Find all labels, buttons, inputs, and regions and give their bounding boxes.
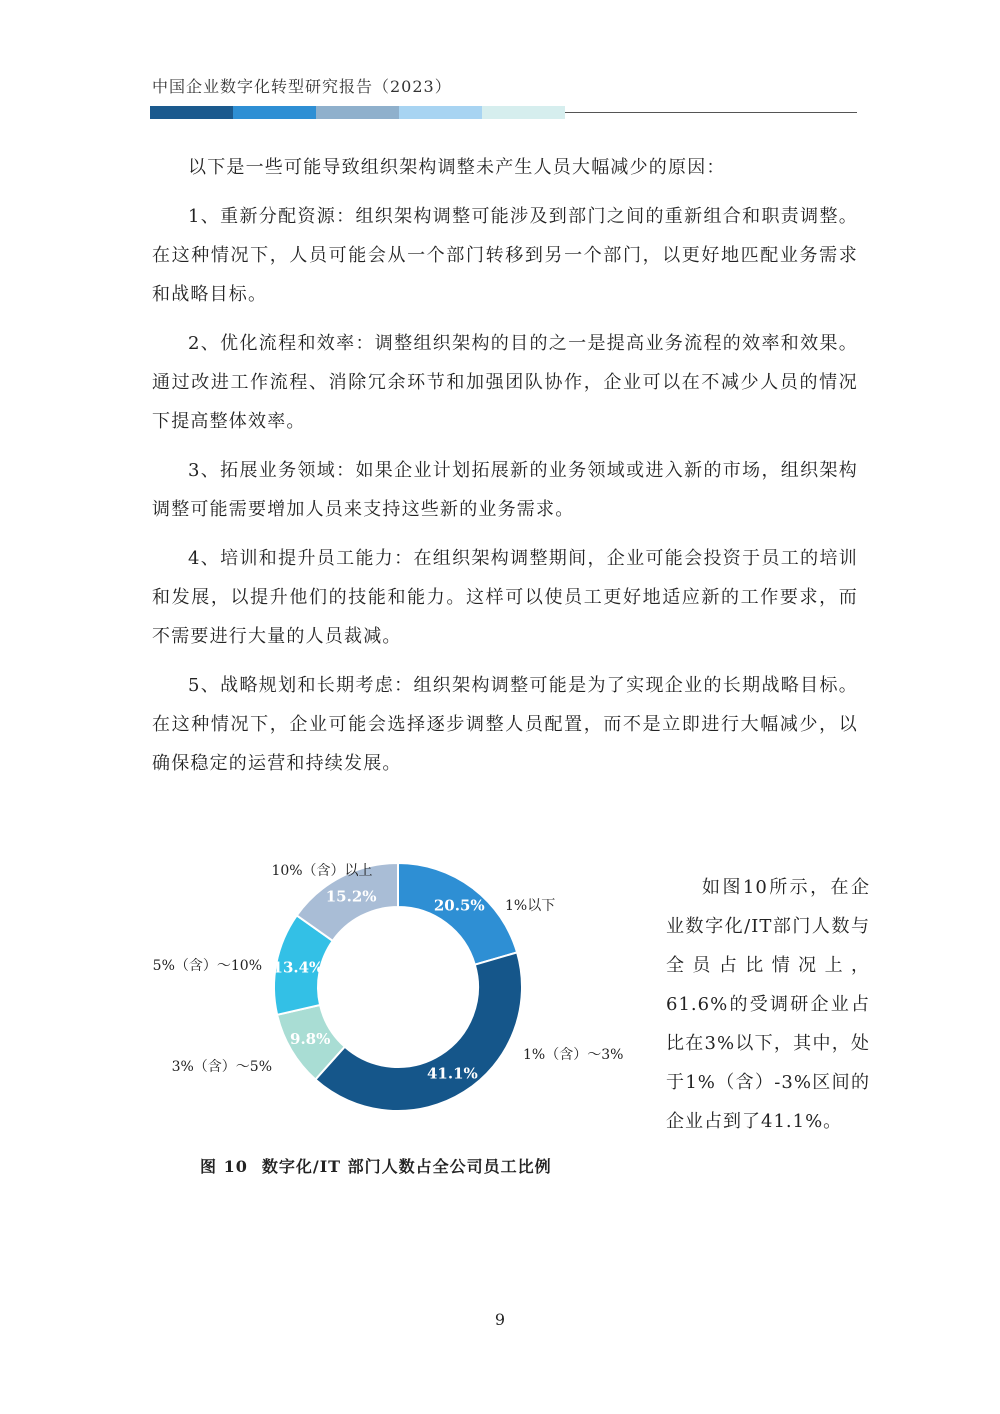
donut-value-label: 20.5% [433,896,485,915]
donut-chart [140,850,660,1140]
donut-chart-svg [140,850,660,1140]
chart-description: 如图10所示，在企业数字化/IT部门人数与全员占比情况上，61.6%的受调研企业占比在3%以下，其中，处于1%（含）-3%区间的企业占到了41.1%。 [666,877,870,1132]
intro-paragraph: 以下是一些可能导致组织架构调整未产生人员大幅减少的原因： [188,157,726,178]
header-rule [565,112,857,113]
reason-paragraph-1: 1、重新分配资源：组织架构调整可能涉及到部门之间的重新组合和职责调整。在这种情况下，人员可能会从一个部门转移到另一个部门，以更好地匹配业务需求和战略目标。 [152,206,858,305]
donut-category-label: 5%（含）～10% [152,958,262,974]
body-text [152,148,858,793]
donut-category-label: 1%（含）～3% [523,1047,624,1063]
page-number: 9 [494,1310,506,1329]
figure-title: 数字化/IT 部门人数占全公司员工比例 [261,1157,552,1176]
donut-value-label: 9.8% [290,1029,331,1048]
donut-category-label: 1%以下 [505,898,556,914]
reason-paragraph-2: 2、优化流程和效率：调整组织架构的目的之一是提高业务流程的效率和效果。通过改进工作流程、消除冗余环节和加强团队协作，企业可以在不减少人员的情况下提高整体效率。 [152,333,858,432]
figure-number: 图 10 [200,1157,248,1176]
donut-slice [315,952,522,1111]
donut-value-label: 13.4% [272,958,324,977]
donut-value-label: 41.1% [426,1064,478,1083]
report-header-title: 中国企业数字化转型研究报告（2023） [152,77,452,96]
header-bar-segment [399,106,482,119]
donut-category-label: 10%（含）以上 [271,863,373,879]
reason-paragraph-4: 4、培训和提升员工能力：在组织架构调整期间，企业可能会投资于员工的培训和发展，以提升他们的技能和能力。这样可以使员工更好地适应新的工作要求，而不需要进行大量的人员裁减。 [152,548,858,647]
header-bar-segment [482,106,565,119]
header-bar-segment [150,106,233,119]
header-bar-segment [316,106,399,119]
reason-paragraph-5: 5、战略规划和长期考虑：组织架构调整可能是为了实现企业的长期战略目标。在这种情况下，企业可能会选择逐步调整人员配置，而不是立即进行大幅减少，以确保稳定的运营和持续发展。 [152,675,858,774]
header-bar-segment [233,106,316,119]
donut-value-label: 15.2% [325,887,377,906]
donut-category-label: 3%（含）～5% [171,1059,272,1075]
header-color-bar [150,106,565,119]
reason-paragraph-3: 3、拓展业务领域：如果企业计划拓展新的业务领域或进入新的市场，组织架构调整可能需要增加人员来支持这些新的业务需求。 [152,460,858,520]
figure-caption [200,1154,552,1177]
